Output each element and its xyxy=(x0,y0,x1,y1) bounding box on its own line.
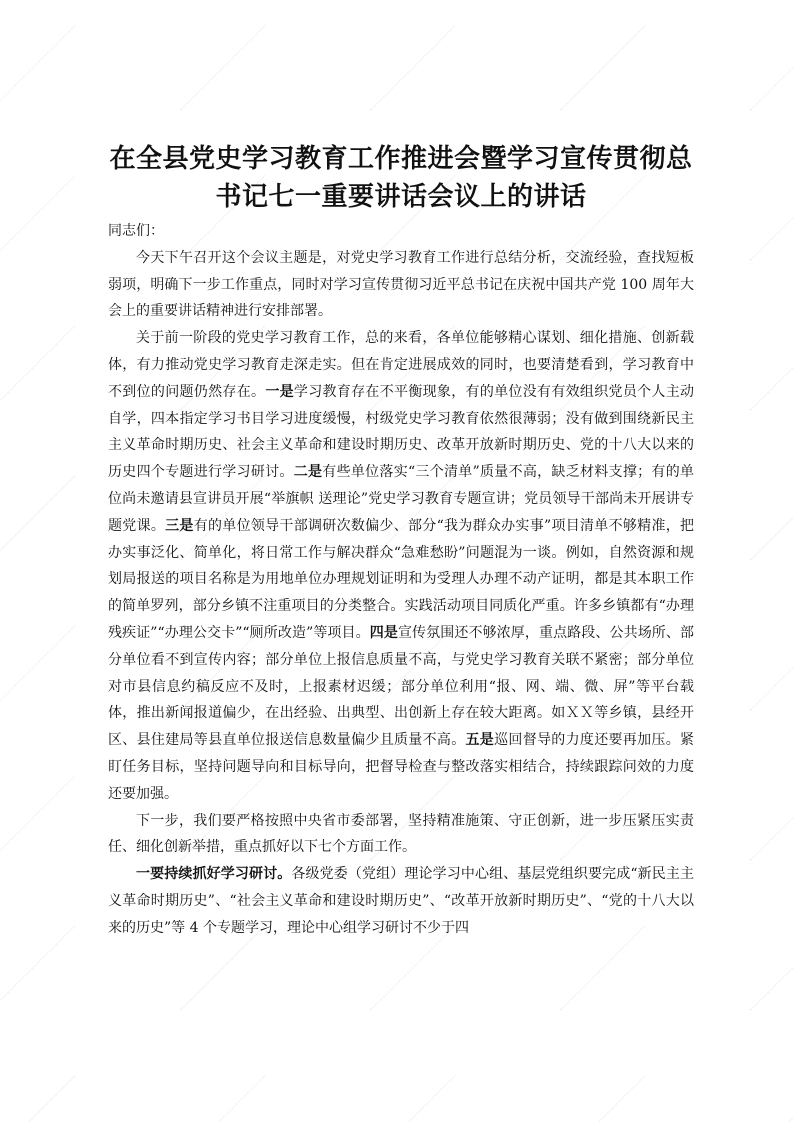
body-paragraph xyxy=(108,245,694,325)
watermark-mark xyxy=(560,1075,653,1122)
text-run: 有的单位领导干部调研次数偏少、部分“我为群众办实事”项目清单不够精准，把办实事泛化、简单化，将日常工作与解决群众“急难愁盼”问题混为一谈。例如，自然资源和规划局报送的项目名称是为用地单位办理规划证明和为受理人办理不动产证明，都是其本职工作的简单罗列，部分乡镇不注重项目的分类整合。实践活动项目同质化严重。许多乡镇都有“办理残疾证”“办理公交卡”“厕所改造”等项目。 xyxy=(108,517,695,641)
watermark-mark xyxy=(750,1075,793,1122)
text-run: 今天下午召开这个会议主题是，对党史学习教育工作进行总结分析，交流经验，查找短板弱项，明确下一步工作重点，同时对学习宣传贯彻习近平总书记在庆祝中国共产党 100 周年大会上的重要讲话精神进行安排部署。 xyxy=(108,249,694,320)
watermark-mark xyxy=(750,775,793,868)
text-run: 宣传氛围还不够浓厚，重点路段、公共场所、部分单位看不到宣传内容；部分单位上报信息质量不高，与党史学习教育关联不紧密；部分单位对市县信息约稿反应不及时，上报素材迟缓；部分单位利用“报、网、端、微、屏”等平台载体，推出新闻报道偏少，在出经验、出典型、出创新上存在较大距离。如ＸＸ等乡镇，县经开区、县住建局等县直单位报送信息数量偏少且质量不高。 xyxy=(108,624,695,749)
body-paragraph xyxy=(108,808,694,862)
watermark-mark xyxy=(750,475,793,568)
document-body xyxy=(108,218,694,942)
watermark-mark xyxy=(750,325,793,418)
watermark-mark xyxy=(370,1075,463,1122)
watermark-mark xyxy=(0,325,83,418)
bold-run: 二是 xyxy=(293,464,323,481)
paragraph-list xyxy=(108,245,694,942)
watermark-mark xyxy=(560,25,653,118)
watermark-mark xyxy=(0,25,83,118)
watermark-mark xyxy=(750,175,793,268)
text-run: 有些单位落实“三个清单”质量不高，缺乏材料支撑；有的单位尚未邀请县宣讲员开展“举旗帜 送理论”党史学习教育专题宣讲；党员领导干部尚未开展讲专题党课。 xyxy=(108,464,694,534)
watermark-mark xyxy=(750,925,793,1018)
watermark-mark xyxy=(0,475,83,568)
text-run: 下一步，我们要严格按照中央省市委部署，坚持精准施策、守正创新，进一步压紧压实责任、细化创新举措，重点抓好以下七个方面工作。 xyxy=(108,812,694,856)
text-run: 巡回督导的力度还要再加压。紧盯任务目标，坚持问题导向和目标导向，把督导检查与整改落实相结合，持续跟踪问效的力度还要加强。 xyxy=(108,732,695,802)
bold-run: 四是 xyxy=(369,624,398,641)
watermark-mark xyxy=(0,175,83,268)
body-paragraph xyxy=(108,861,694,941)
watermark-mark xyxy=(0,1075,83,1122)
watermark-mark xyxy=(0,925,83,1018)
watermark-mark xyxy=(0,625,83,718)
bold-run: 一是 xyxy=(265,383,294,400)
bold-run: 一要持续抓好学习研讨。 xyxy=(136,866,292,883)
bold-run: 三是 xyxy=(165,517,194,534)
text-run: 各级党委（党组）理论学习中心组、基层党组织要完成“新民主主义革命时期历史”、“社会主义革命和建设时期历史”、“改革开放新时期历史”、“党的十八大以来的历史”等 4 个专题学习，理论中心组学习研讨不少于四 xyxy=(108,866,695,936)
text-run: 关于前一阶段的党史学习教育工作，总的来看，各单位能够精心谋划、细化措施、创新载体，有力推动党史学习教育走深走实。但在肯定进展成效的同时，也要清楚看到，学习教育中不到位的问题仍然存在。 xyxy=(108,330,694,400)
document-page xyxy=(108,140,694,942)
bold-run: 五是 xyxy=(465,732,495,749)
watermark-mark xyxy=(180,1075,273,1122)
text-run: 学习教育存在不平衡现象，有的单位没有有效组织党员个人主动自学，四本指定学习书目学习进度缓慢，村级党史学习教育依然很薄弱；没有做到围绕新民主主义革命时期历史、社会主义革命和建设时期历史、改革开放新时期历史、党的十八大以来的历史四个专题进行学习研讨。 xyxy=(108,383,695,481)
watermark-mark xyxy=(750,25,793,118)
salutation: 同志们： xyxy=(108,223,164,239)
watermark-mark xyxy=(750,625,793,718)
watermark-mark xyxy=(0,775,83,868)
watermark-mark xyxy=(370,25,463,118)
document-title: 在全县党史学习教育工作推进会暨学习宣传贯彻总书记七一重要讲话会议上的讲话 xyxy=(109,144,693,212)
body-paragraph xyxy=(108,325,694,807)
watermark-mark xyxy=(180,25,273,118)
